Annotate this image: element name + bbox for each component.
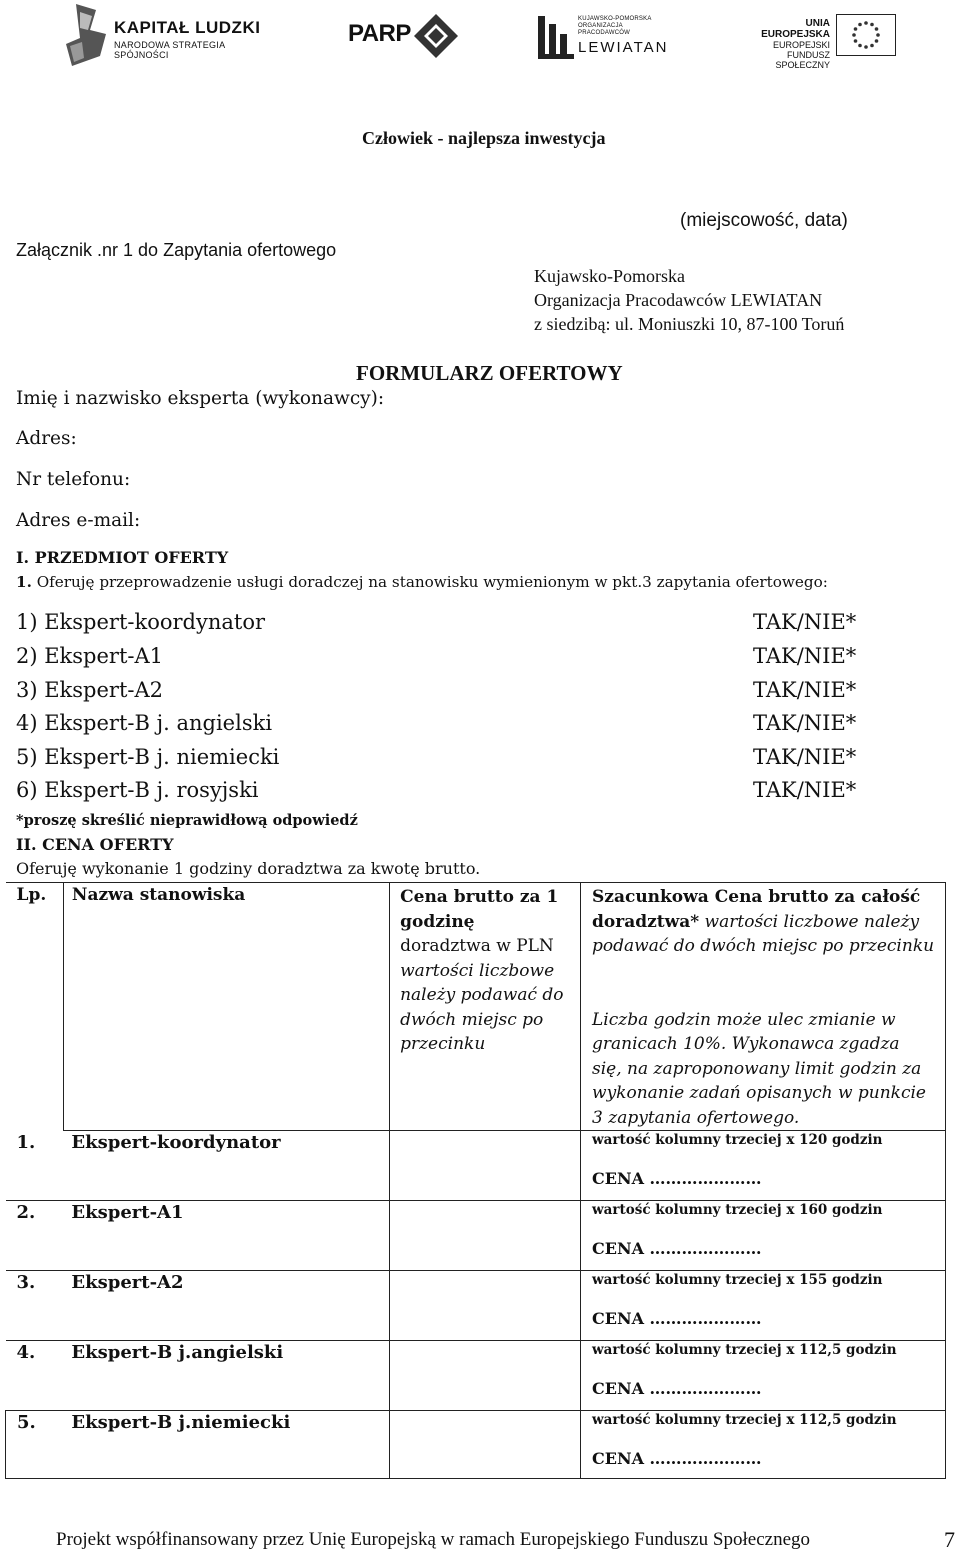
ue-line-2: EUROPEJSKI bbox=[772, 40, 830, 50]
lewiatan-emblem-icon bbox=[538, 16, 574, 60]
row-unit-price-cell[interactable] bbox=[390, 1131, 581, 1201]
table-row bbox=[6, 1201, 946, 1271]
motto: Człowiek - najlepsza inwestycja bbox=[362, 128, 606, 148]
ue-line-3: FUNDUSZ SPOŁECZNY bbox=[775, 50, 830, 70]
table-row bbox=[6, 1411, 946, 1479]
ue-line-1: UNIA EUROPEJSKA bbox=[761, 18, 830, 40]
expert-item-answer: TAK/NIE* bbox=[753, 678, 857, 702]
expert-item-label: 3) Ekspert-A2 bbox=[16, 678, 164, 702]
eu-flag-icon bbox=[836, 14, 896, 56]
row-position-name: Ekspert-B j.angielski bbox=[71, 1342, 284, 1363]
expert-item-label: 2) Ekspert-A1 bbox=[16, 644, 164, 668]
row-total-price[interactable]: CENA ………………… bbox=[592, 1309, 762, 1328]
kapital-ludzki-emblem-icon bbox=[62, 4, 110, 68]
row-total-price[interactable]: CENA ………………… bbox=[592, 1239, 762, 1258]
section-1-point-num: 1. bbox=[16, 573, 32, 591]
attachment-label: Załącznik .nr 1 do Zapytania ofertowego bbox=[16, 240, 337, 260]
lewiatan-logo bbox=[538, 4, 673, 68]
table-header-row bbox=[6, 883, 946, 1131]
row-position-name: Ekspert-A1 bbox=[71, 1202, 184, 1223]
row-lp: 1. bbox=[16, 1131, 36, 1153]
section-1-heading: I. PRZEDMIOT OFERTY bbox=[16, 548, 229, 567]
row-unit-price-cell[interactable] bbox=[390, 1341, 581, 1411]
row-position-name: Ekspert-koordynator bbox=[71, 1132, 281, 1153]
expert-item-answer: TAK/NIE* bbox=[753, 644, 857, 668]
expert-item-label: 1) Ekspert-koordynator bbox=[16, 610, 266, 634]
header-lp: Lp. bbox=[16, 885, 47, 905]
expert-item-answer: TAK/NIE* bbox=[753, 778, 857, 802]
expert-item-answer: TAK/NIE* bbox=[753, 711, 857, 735]
lewiatan-line-2: ORGANIZACJA PRACODAWCÓW bbox=[578, 23, 630, 36]
row-total-price[interactable]: CENA ………………… bbox=[592, 1379, 762, 1398]
price-table bbox=[5, 882, 946, 1479]
row-lp: 5. bbox=[17, 1412, 36, 1433]
row-calc: wartość kolumny trzeciej x 112,5 godzin bbox=[592, 1342, 897, 1358]
lewiatan-name: LEWIATAN bbox=[578, 39, 669, 56]
kapital-ludzki-logo bbox=[62, 4, 272, 68]
section-1-point bbox=[16, 573, 828, 591]
row-calc: wartość kolumny trzeciej x 160 godzin bbox=[592, 1202, 883, 1218]
row-lp: 3. bbox=[16, 1272, 36, 1293]
expert-item-label: 4) Ekspert-B j. angielski bbox=[16, 711, 273, 735]
field-phone-label: Nr telefonu: bbox=[16, 469, 131, 490]
place-date: (miejscowość, data) bbox=[680, 210, 848, 231]
expert-item-label: 6) Ekspert-B j. rosyjski bbox=[16, 778, 259, 802]
table-row bbox=[6, 1341, 946, 1411]
field-name-label: Imię i nazwisko eksperta (wykonawcy): bbox=[16, 388, 385, 409]
parp-arrow-icon bbox=[414, 14, 458, 58]
section-2-text: Oferuję wykonanie 1 godziny doradztwa za kwotę brutto. bbox=[16, 859, 481, 878]
ue-logo bbox=[740, 4, 898, 68]
form-title: FORMULARZ OFERTOWY bbox=[356, 361, 623, 385]
row-unit-price-cell[interactable] bbox=[390, 1411, 581, 1479]
kapital-ludzki-sub: NARODOWA STRATEGIA SPÓJNOŚCI bbox=[114, 40, 225, 60]
row-lp: 4. bbox=[16, 1342, 36, 1363]
row-calc: wartość kolumny trzeciej x 120 godzin bbox=[592, 1132, 883, 1148]
section-2-heading: II. CENA OFERTY bbox=[16, 835, 174, 854]
row-total-price[interactable]: CENA ………………… bbox=[592, 1449, 762, 1468]
table-row bbox=[6, 1271, 946, 1341]
table-row bbox=[6, 1131, 946, 1201]
footer-text: Projekt współfinansowany przez Unię Europejską w ramach Europejskiego Funduszu Społecznego bbox=[56, 1529, 810, 1550]
row-position-name: Ekspert-A2 bbox=[71, 1272, 184, 1293]
field-email-label: Adres e-mail: bbox=[16, 510, 141, 531]
field-address-label: Adres: bbox=[16, 428, 77, 449]
row-calc: wartość kolumny trzeciej x 155 godzin bbox=[592, 1272, 883, 1288]
kapital-ludzki-name: KAPITAŁ LUDZKI bbox=[114, 18, 261, 37]
parp-logo bbox=[348, 4, 463, 68]
row-position-name: Ekspert-B j.niemiecki bbox=[71, 1412, 291, 1433]
expert-item-answer: TAK/NIE* bbox=[753, 745, 857, 769]
parp-name: PARP bbox=[348, 20, 411, 47]
expert-item-label: 5) Ekspert-B j. niemiecki bbox=[16, 745, 280, 769]
section-1-point-text: Oferuję przeprowadzenie usługi doradczej na stanowisku wymienionym w pkt.3 zapytania ofertowego: bbox=[36, 573, 828, 591]
header-unit-price: Cena brutto za 1 godzinę doradztwa w PLN wartości liczbowe należy podawać do dwóch miejsc po przecinku bbox=[400, 887, 564, 1054]
header-position-name: Nazwa stanowiska bbox=[71, 885, 246, 905]
recipient-block bbox=[534, 264, 844, 336]
header-total-price: Szacunkowa Cena brutto za całość doradztwa* wartości liczbowe należy podawać do dwóch miejsc po przecinku Liczba godzin może ulec zmianie w granicach 10%. Wykonawca zgadza się, na zaproponowany limit godzin za wykonanie zadań opisanych w punkcie 3 zapytania ofertowego. bbox=[592, 887, 935, 1128]
page-number: 7 bbox=[944, 1527, 955, 1552]
row-unit-price-cell[interactable] bbox=[390, 1271, 581, 1341]
recipient-line-2: Organizacja Pracodawców LEWIATAN bbox=[534, 290, 823, 310]
row-calc: wartość kolumny trzeciej x 112,5 godzin bbox=[592, 1412, 897, 1428]
lewiatan-line-1: KUJAWSKO-POMORSKA bbox=[578, 16, 652, 22]
row-unit-price-cell[interactable] bbox=[390, 1201, 581, 1271]
recipient-line-1: Kujawsko-Pomorska bbox=[534, 266, 685, 286]
recipient-line-3: z siedzibą: ul. Moniuszki 10, 87-100 Toruń bbox=[534, 314, 845, 334]
row-lp: 2. bbox=[16, 1202, 36, 1223]
row-total-price[interactable]: CENA ………………… bbox=[592, 1169, 762, 1188]
strike-note: *proszę skreślić nieprawidłową odpowiedź bbox=[16, 812, 358, 829]
expert-item-answer: TAK/NIE* bbox=[753, 610, 857, 634]
